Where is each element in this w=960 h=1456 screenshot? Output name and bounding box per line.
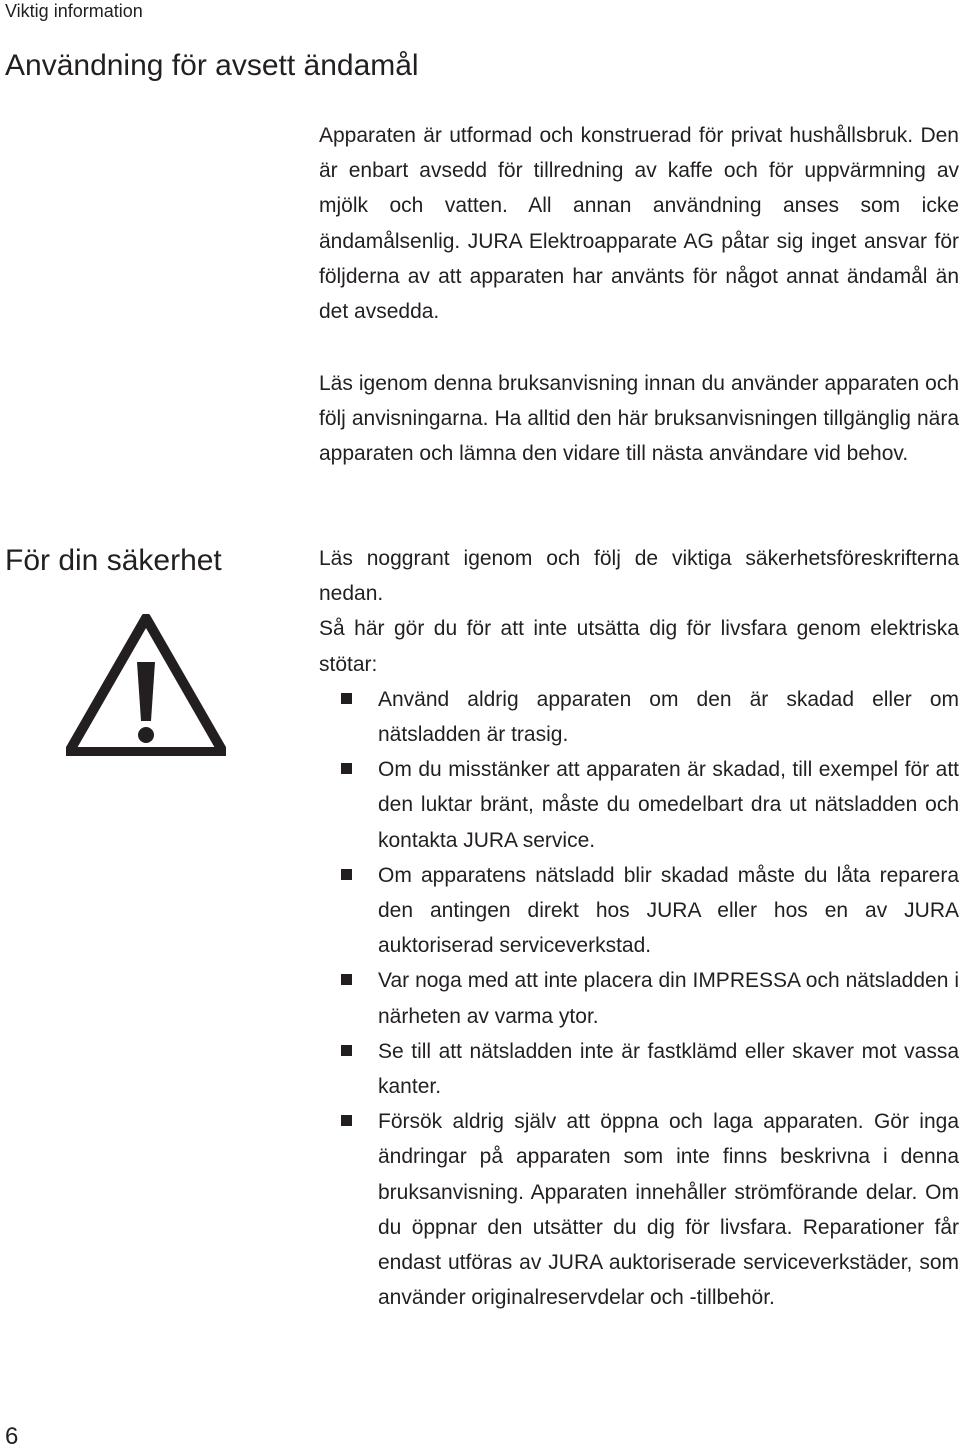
safety-list-item xyxy=(319,858,959,964)
safety-intro: Läs noggrant igenom och följ de viktiga säkerhetsföreskrifterna nedan. xyxy=(319,547,959,606)
safety-lead: Så här gör du för att inte utsätta dig för livsfara genom elektriska stötar: xyxy=(319,617,959,676)
safety-list-item xyxy=(319,963,959,1033)
safety-list-item xyxy=(319,752,959,858)
safety-item-text: Se till att nätsladden inte är fastklämd eller skaver mot vassa kanter. xyxy=(378,1039,959,1099)
safety-item-text: Använd aldrig apparaten om den är skadad eller om nätsladden är trasig. xyxy=(378,687,959,747)
warning-triangle-icon xyxy=(66,614,226,756)
safety-list-item xyxy=(319,1104,959,1315)
bullet-square-icon xyxy=(341,763,352,774)
safety-item-text: Om du misstänker att apparaten är skadad, till exempel för att den luktar bränt, måste du omedelbart dra ut nätsladden och kontakta JURA service. xyxy=(378,758,959,852)
safety-list xyxy=(319,682,959,1316)
section-label: Viktig information xyxy=(5,1,143,21)
safety-item-text: Försök aldrig själv att öppna och laga apparaten. Gör inga ändringar på apparaten som inte finns beskrivna i denna bruksanvisning. Apparaten innehåller strömförande delar. Om du öppnar den utsätter du dig för livsfara. Reparationer får endast utföras av JURA auktoriserade serviceverkstäder, som använder originalreservdelar och -tillbehör. xyxy=(378,1110,959,1310)
safety-item-text: Om apparatens nätsladd blir skadad måste du låta reparera den antingen direkt hos JURA eller hos en av JURA auktoriserad serviceverkstad. xyxy=(378,863,959,958)
safety-section xyxy=(319,541,959,1315)
page-title: Användning för avsett ändamål xyxy=(5,49,419,82)
safety-heading: För din säkerhet xyxy=(5,544,222,577)
page-number: 6 xyxy=(5,1423,19,1450)
bullet-square-icon xyxy=(341,974,352,985)
intended-use-text xyxy=(319,118,959,329)
bullet-square-icon xyxy=(341,693,352,704)
intended-use-paragraph: Apparaten är utformad och konstruerad för privat hushållsbruk. Den är enbart avsedd för tillredning av kaffe och för uppvärmning av mjölk och vatten. All annan användning anses som icke ändamålsenlig. JURA Elektroapparate AG påtar sig inget ansvar för följderna av att apparaten har använts för något annat ändamål än det avsedda. xyxy=(319,124,959,324)
read-manual-text xyxy=(319,366,959,472)
bullet-square-icon xyxy=(341,1115,352,1126)
bullet-square-icon xyxy=(341,869,352,880)
safety-list-item xyxy=(319,682,959,752)
read-manual-paragraph: Läs igenom denna bruksanvisning innan du använder apparaten och följ anvisningarna. Ha alltid den här bruksanvisningen tillgänglig nära apparaten och lämna den vidare till nästa användare vid behov. xyxy=(319,372,959,466)
safety-list-item xyxy=(319,1034,959,1104)
safety-item-text: Var noga med att inte placera din IMPRESSA och nätsladden i närheten av varma ytor. xyxy=(378,969,959,1028)
bullet-square-icon xyxy=(341,1045,352,1056)
